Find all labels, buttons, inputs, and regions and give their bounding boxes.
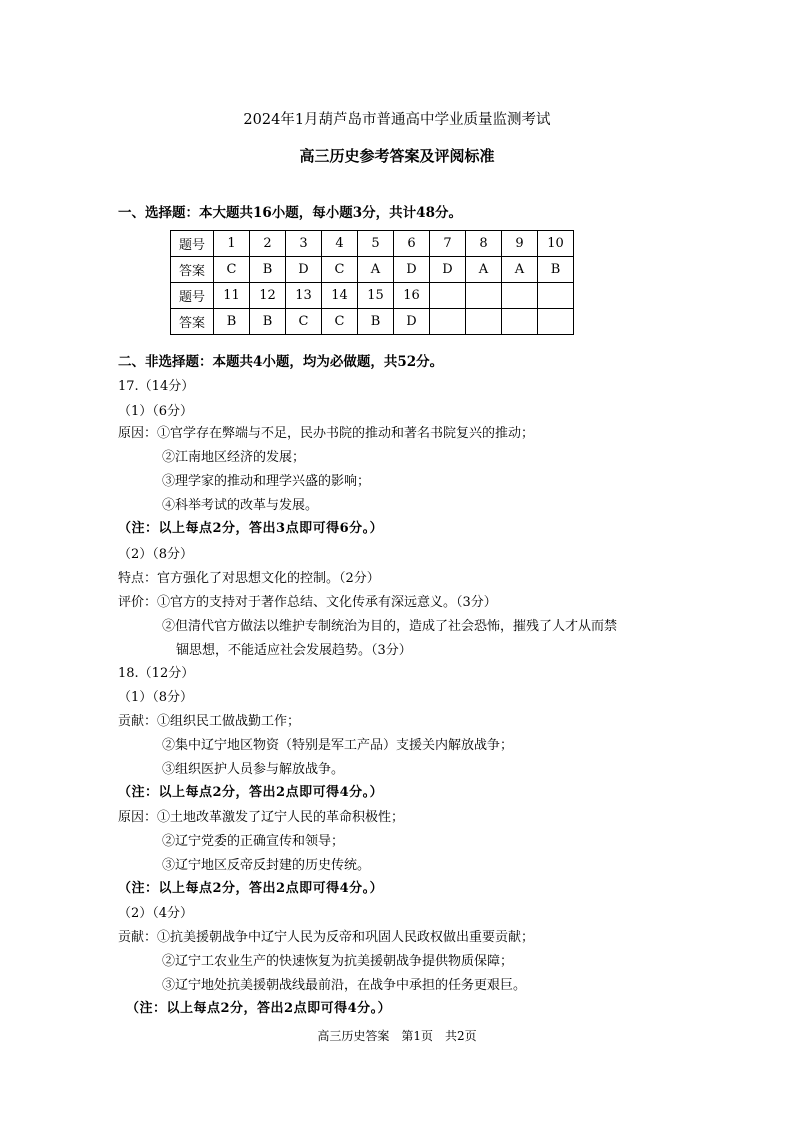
q18-reason-3: ③辽宁地区反帝反封建的历史传统。: [162, 858, 371, 873]
table-cell: B: [214, 309, 250, 335]
q17-reason-3: ③理学家的推动和理学兴盛的影响；: [162, 474, 371, 489]
q17-reason-4: ④科举考试的改革与发展。: [162, 498, 319, 513]
q17-eval-2a: ②但清代官方做法以维护专制统治为目的，造成了社会恐怖，摧残了人才从而禁: [162, 619, 618, 634]
table-cell: D: [394, 257, 430, 283]
q17-reason-1: 原因：①官学存在弊端与不足，民办书院的推动和著名书院复兴的推动；: [118, 426, 535, 441]
table-cell: A: [502, 257, 538, 283]
table-cell: [502, 283, 538, 309]
table-cell: 16: [394, 283, 430, 309]
q18-contrib2-1: 贡献：①抗美援朝战争中辽宁人民为反帝和巩固人民政权做出重要贡献；: [118, 930, 535, 945]
q18-part1: （1）（8分）: [118, 690, 194, 705]
table-cell: B: [358, 309, 394, 335]
q18-note-3: （注：以上每点2分，答出2点即可得4分。）: [126, 1001, 392, 1016]
q18-contrib2-2: ②辽宁工农业生产的快速恢复为抗美援朝战争提供物质保障；: [162, 954, 514, 969]
table-cell: 10: [538, 231, 574, 257]
table-cell: 8: [466, 231, 502, 257]
section2-heading: 二、非选择题：本题共4小题，均为必做题，共52分。: [118, 354, 444, 370]
table-cell: 11: [214, 283, 250, 309]
table-cell: 4: [322, 231, 358, 257]
table-cell: C: [286, 309, 322, 335]
table-cell: [538, 309, 574, 335]
table-cell: B: [250, 257, 286, 283]
table-cell: C: [322, 257, 358, 283]
q18-contrib-2: ②集中辽宁地区物资（特别是军工产品）支援关内解放战争；: [162, 738, 514, 753]
table-cell: 7: [430, 231, 466, 257]
exam-title: 2024年1月葫芦岛市普通高中学业质量监测考试: [243, 112, 551, 128]
table-cell: D: [286, 257, 322, 283]
q17-note-1: （注：以上每点2分，答出3点即可得6分。）: [118, 521, 384, 536]
table-cell: D: [394, 309, 430, 335]
q17-eval-1: 评价：①官方的支持对于著作总结、文化传承有深远意义。（3分）: [118, 595, 497, 610]
answer-table: [170, 230, 574, 335]
table-row: [171, 231, 574, 257]
table-cell: 14: [322, 283, 358, 309]
q17-title: 17.（14分）: [118, 379, 195, 394]
section1-heading: 一、选择题：本大题共16小题，每小题3分，共计48分。: [118, 205, 462, 221]
table-cell: 5: [358, 231, 394, 257]
table-row: [171, 309, 574, 335]
table-cell: B: [250, 309, 286, 335]
table-cell: 12: [250, 283, 286, 309]
q17-part2: （2）（8分）: [118, 547, 194, 562]
page-footer: 高三历史答案 第1页 共2页: [317, 1029, 477, 1043]
table-cell: [502, 309, 538, 335]
table-cell: [430, 309, 466, 335]
q18-reason-1: 原因：①土地改革激发了辽宁人民的革命积极性；: [118, 810, 405, 825]
table-cell: [430, 283, 466, 309]
table-cell: B: [538, 257, 574, 283]
table-cell: D: [430, 257, 466, 283]
table-cell: 15: [358, 283, 394, 309]
q18-part2: （2）（4分）: [118, 906, 194, 921]
table-cell: 9: [502, 231, 538, 257]
q17-reason-2: ②江南地区经济的发展；: [162, 450, 306, 465]
q18-contrib2-3: ③辽宁地处抗美援朝战线最前沿，在战争中承担的任务更艰巨。: [162, 978, 527, 993]
table-cell: 13: [286, 283, 322, 309]
table-cell: C: [322, 309, 358, 335]
table-cell: A: [358, 257, 394, 283]
row-label: 答案: [171, 257, 214, 283]
table-cell: [538, 283, 574, 309]
row-label: 题号: [171, 231, 214, 257]
table-cell: 2: [250, 231, 286, 257]
table-cell: [466, 283, 502, 309]
row-label: 题号: [171, 283, 214, 309]
table-cell: [466, 309, 502, 335]
row-label: 答案: [171, 309, 214, 335]
q17-eval-2b: 锢思想，不能适应社会发展趋势。（3分）: [176, 643, 412, 658]
answer-key-subtitle: 高三历史参考答案及评阅标准: [299, 147, 495, 165]
table-cell: C: [214, 257, 250, 283]
q18-contrib-1: 贡献：①组织民工做战勤工作；: [118, 714, 301, 729]
q18-reason-2: ②辽宁党委的正确宣传和领导；: [162, 834, 345, 849]
table-row: [171, 283, 574, 309]
q18-title: 18.（12分）: [118, 666, 195, 681]
q17-feature: 特点：官方强化了对思想文化的控制。（2分）: [118, 571, 380, 586]
table-cell: 6: [394, 231, 430, 257]
q18-note-1: （注：以上每点2分，答出2点即可得4分。）: [118, 785, 384, 800]
q18-contrib-3: ③组织医护人员参与解放战争。: [162, 762, 345, 777]
table-cell: 1: [214, 231, 250, 257]
q17-part1: （1）（6分）: [118, 404, 194, 419]
table-cell: 3: [286, 231, 322, 257]
table-cell: A: [466, 257, 502, 283]
table-row: [171, 257, 574, 283]
q18-note-2: （注：以上每点2分，答出2点即可得4分。）: [118, 881, 384, 896]
